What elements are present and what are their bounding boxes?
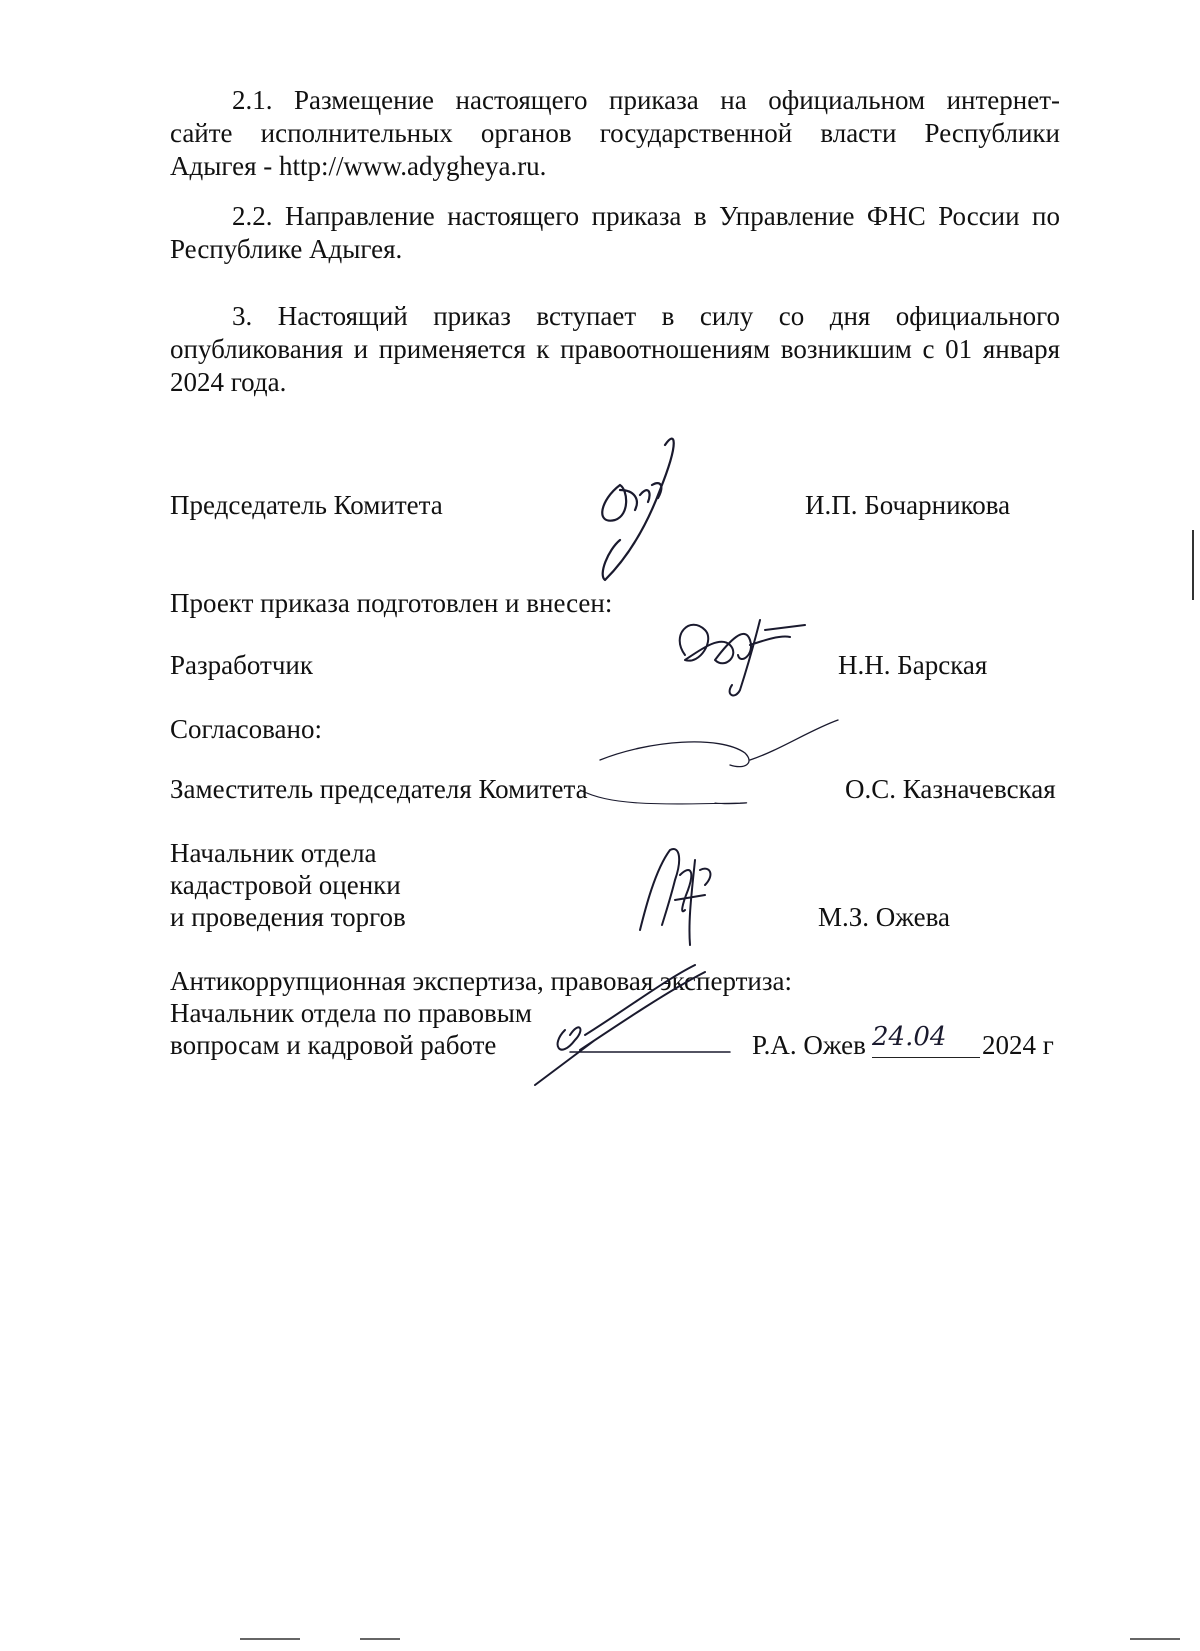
paragraph-line: Республике Адыгея.	[170, 234, 403, 264]
developer-name: Н.Н. Барская	[838, 650, 988, 680]
scan-edge-mark	[1192, 530, 1194, 600]
head-cadastral-position-line: Начальник отдела	[170, 838, 377, 868]
deputy-name: О.С. Казначевская	[845, 774, 1056, 804]
paragraph-line: 2024 года.	[170, 367, 287, 397]
paragraph-3	[170, 300, 1060, 399]
handwritten-date: 24.04	[872, 1022, 947, 1052]
developer-position: Разработчик	[170, 650, 313, 680]
paragraph-line: сайте исполнительных органов государственной власти Республики	[170, 118, 1060, 148]
expertise-heading: Антикоррупционная экспертиза, правовая экспертиза:	[170, 966, 793, 996]
date-underline	[872, 1057, 980, 1058]
head-legal-position-line: Начальник отдела по правовым	[170, 998, 532, 1028]
paragraph-line: 2.1. Размещение настоящего приказа на официальном интернет-	[232, 85, 1060, 115]
head-cadastral-name: М.З. Ожева	[818, 902, 950, 932]
scan-edge-mark	[1130, 1638, 1180, 1640]
paragraph-line: Адыгея - http://www.adygheya.ru.	[170, 151, 547, 181]
head-legal-name: Р.А. Ожев	[752, 1030, 866, 1060]
head-cadastral-signature	[630, 830, 740, 960]
scan-edge-mark	[360, 1638, 400, 1640]
paragraph-2-1	[170, 84, 1060, 183]
paragraph-line: 3. Настоящий приказ вступает в силу со дня официального	[232, 301, 1060, 331]
head-cadastral-position-line: кадастровой оценки	[170, 870, 401, 900]
head-cadastral-position-line: и проведения торгов	[170, 902, 406, 932]
paragraph-2-2	[170, 200, 1060, 266]
head-legal-year: 2024 г	[982, 1030, 1054, 1060]
scan-edge-mark	[240, 1638, 300, 1640]
prepared-heading: Проект приказа подготовлен и внесен:	[170, 588, 613, 618]
chairman-name: И.П. Бочарникова	[805, 490, 1011, 520]
deputy-signature	[570, 715, 850, 815]
head-legal-position-line: вопросам и кадровой работе	[170, 1030, 497, 1060]
agreed-heading: Согласовано:	[170, 714, 322, 744]
chairman-position: Председатель Комитета	[170, 490, 443, 520]
head-legal-signature	[525, 960, 735, 1090]
developer-signature	[670, 605, 820, 705]
chairman-signature	[590, 430, 720, 590]
paragraph-line: опубликования и применяется к правоотношениям возникшим с 01 января	[170, 334, 1060, 364]
deputy-position: Заместитель председателя Комитета	[170, 774, 588, 804]
paragraph-line: 2.2. Направление настоящего приказа в Управление ФНС России по	[232, 201, 1060, 231]
